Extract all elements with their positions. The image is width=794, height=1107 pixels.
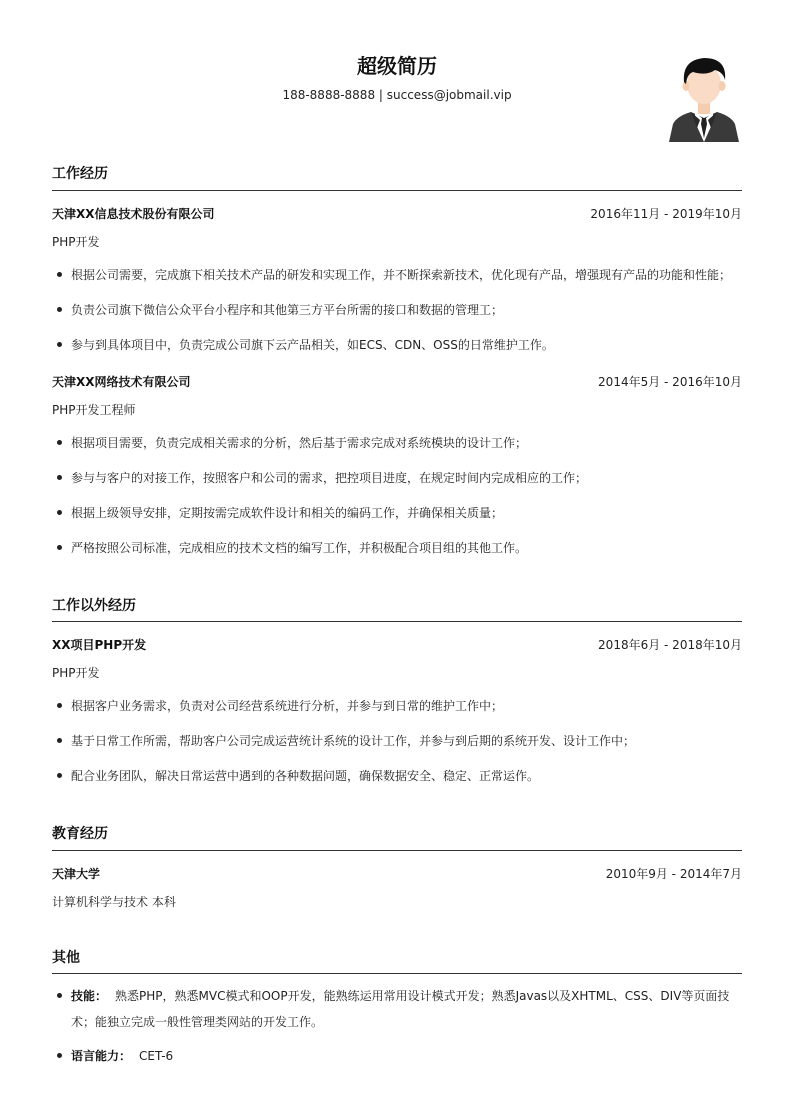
education-major: 计算机科学与技术 本科 [52,895,176,909]
section-divider [52,973,742,974]
job-bullet: 参与与客户的对接工作，按照客户和公司的需求，把控项目进度，在规定时间内完成相应的工作； [71,465,731,491]
job-bullet: 严格按照公司标准，完成相应的技术文档的编写工作，并积极配合项目组的其他工作。 [71,535,731,561]
job-company: 天津XX信息技术股份有限公司 [52,207,215,221]
skills-label: 技能： [71,989,108,1003]
other-item-language [71,1043,731,1069]
resume-header [0,0,794,150]
job-role: PHP开发 [52,235,100,249]
school-name: 天津大学 [52,867,101,881]
project-date: 2018年6月 - 2018年10月 [598,638,742,652]
job-role: PHP开发工程师 [52,403,136,417]
other-item-skills [71,983,731,1035]
section-divider [52,190,742,191]
job-date: 2014年5月 - 2016年10月 [598,375,742,389]
job-bullet: 根据上级领导安排，定期按需完成软件设计和相关的编码工作，并确保相关质量； [71,500,731,526]
education-date: 2010年9月 - 2014年7月 [605,867,742,881]
job-bullet: 负责公司旗下微信公众平台小程序和其他第三方平台所需的接口和数据的管理工； [71,297,731,323]
section-divider [52,850,742,851]
section-title-other: 其他 [52,950,80,966]
avatar [667,54,741,142]
job-date: 2016年11月 - 2019年10月 [590,207,742,221]
resume-name: 超级简历 [357,54,437,78]
language-text: CET-6 [139,1049,174,1063]
section-title-education: 教育经历 [52,826,108,842]
job-bullet: 根据公司需要，完成旗下相关技术产品的研发和实现工作，并不断探索新技术，优化现有产品，增强现有产品的功能和性能； [71,262,731,288]
project-name: XX项目PHP开发 [52,638,147,652]
section-divider [52,621,742,622]
job-bullet: 根据项目需要，负责完成相关需求的分析，然后基于需求完成对系统模块的设计工作； [71,430,731,456]
job-company: 天津XX网络技术有限公司 [52,375,191,389]
skills-text: 熟悉PHP，熟悉MVC模式和OOP开发，能熟练运用常用设计模式开发；熟悉Javas以及XHTML、CSS、DIV等页面技术；能独立完成一般性管理类网站的开发工作。 [71,989,730,1029]
contact-info: 188-8888-8888 | success@jobmail.vip [282,88,512,102]
project-bullet: 基于日常工作所需，帮助客户公司完成运营统计系统的设计工作，并参与到后期的系统开发、设计工作中； [71,728,731,754]
section-title-extra: 工作以外经历 [52,598,136,614]
job-bullet: 参与到具体项目中，负责完成公司旗下云产品相关，如ECS、CDN、OSS的日常维护工作。 [71,332,731,358]
project-bullet: 根据客户业务需求，负责对公司经营系统进行分析，并参与到日常的维护工作中； [71,693,731,719]
section-title-work: 工作经历 [52,166,108,182]
project-role: PHP开发 [52,666,100,680]
project-bullet: 配合业务团队，解决日常运营中遇到的各种数据问题，确保数据安全、稳定、正常运作。 [71,763,731,789]
language-label: 语言能力： [71,1049,132,1063]
